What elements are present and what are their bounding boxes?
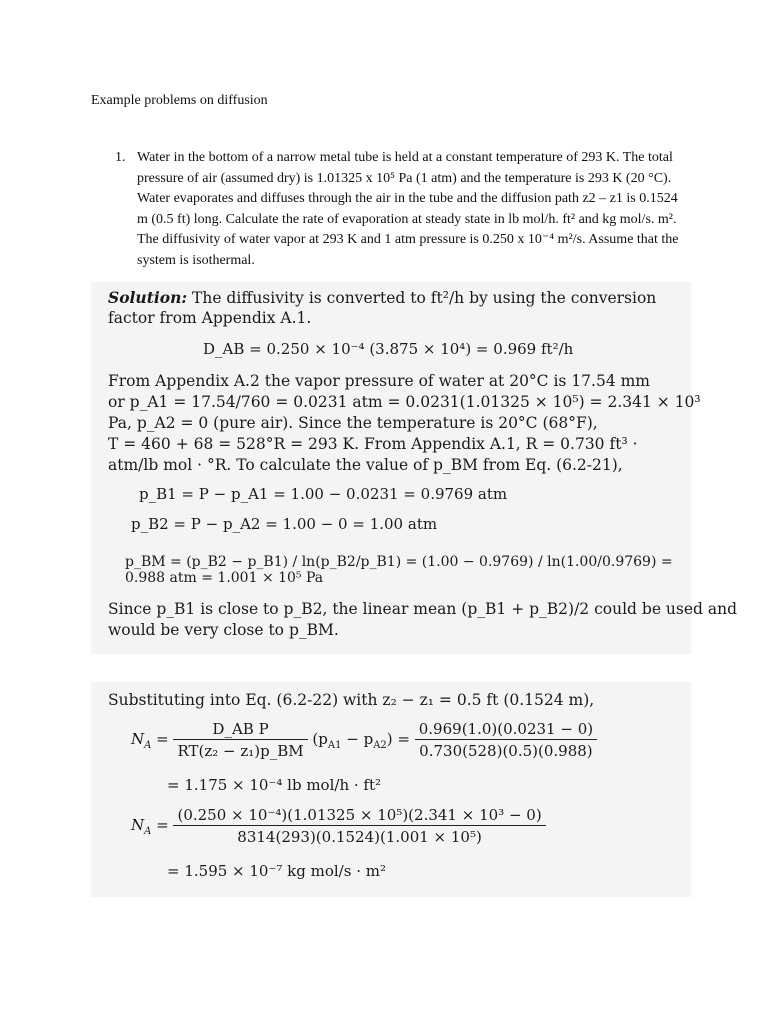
na1-value-fraction <box>415 720 597 760</box>
page-title: Example problems on diffusion <box>91 93 268 108</box>
solution-line-2: factor from Appendix A.1. <box>108 309 312 327</box>
na2-value-fraction <box>173 806 545 846</box>
vapor-para-line-1: From Appendix A.2 the vapor pressure of water at 20°C is 17.54 mm <box>108 372 651 390</box>
problem-text: Water in the bottom of a narrow metal tube is held at a constant temperature of 293 K. The total pressure of air (assumed dry) is 1.01325 x 10⁵ Pa (1 atm) and the temperature is 293 K (20 °C). Water evaporates and diffuses through the air in the tube and the diffusion path z2 – z1 is 0.1524 m (0.5 ft) long. Calculate the rate of evaporation at steady state in lb mol/h. ft² and kg mol/s. m². The diffusivity of water vapor at 293 K and 1 atm pressure is 0.250 x 10⁻⁴ m²/s. Assume that the system is isothermal. <box>137 150 679 268</box>
equation-na-kgmol: $N_A$ = $\frac{\text{(0.250 × 10⁻⁴)(1.01325 × 10⁵)(2.341 × 10³ − 0)}}{\text{8314(293)(0.1524)(1.001 × 10⁵)}}$ <box>131 806 546 846</box>
na1-symbolic-numerator: D_AB P <box>173 720 307 740</box>
na1-symbolic-denominator: RT(z₂ − z₁)p_BM <box>177 742 304 760</box>
problem-statement <box>115 148 680 271</box>
vapor-para-line-3: Pa, p_A2 = 0 (pure air). Since the temperature is 20°C (68°F), <box>108 414 598 432</box>
solution-intro-line <box>108 288 656 307</box>
equation-pb2: p_B2 = P − p_A2 = 1.00 − 0 = 1.00 atm <box>131 515 438 533</box>
solution-label: Solution: <box>108 288 188 307</box>
since-line-2: would be very close to p_BM. <box>108 621 339 639</box>
na2-value-denominator: 8314(293)(0.1524)(1.001 × 10⁵) <box>237 828 482 846</box>
na1-result: = 1.175 × 10⁻⁴ lb mol/h · ft² <box>167 776 381 794</box>
solution-line-1: The diffusivity is converted to ft²/h by using the conversion <box>192 289 657 307</box>
na1-symbolic-fraction <box>173 720 307 760</box>
problem-number: 1. <box>115 150 126 165</box>
na2-value-numerator: (0.250 × 10⁻⁴)(1.01325 × 10⁵)(2.341 × 10³ − 0) <box>173 806 545 826</box>
since-line-1: Since p_B1 is close to p_B2, the linear mean (p_B1 + p_B2)/2 could be used and <box>108 600 738 618</box>
substituting-line: Substituting into Eq. (6.2-22) with z₂ − z₁ = 0.5 ft (0.1524 m), <box>108 691 595 709</box>
vapor-para-line-5: atm/lb mol · °R. To calculate the value of p_BM from Eq. (6.2-21), <box>108 456 623 474</box>
vapor-para-line-2: or p_A1 = 17.54/760 = 0.0231 atm = 0.0231(1.01325 × 10⁵) = 2.341 × 10³ <box>108 393 701 411</box>
equation-na-lbmol: $N_A$ = $\frac{\text{D\_AB P}}{\text{RT(z₂ − z₁)p\_BM}}$ $(p_{A1} - p_{A2})$ = $\frac{0.969(1.0)(0.0231 - 0)}{0.730(528)(0.5)(0.988)}$ <box>131 720 597 760</box>
solution-scan-top <box>91 282 738 654</box>
equation-dab: D_AB = 0.250 × 10⁻⁴ (3.875 × 10⁴) = 0.969 ft²/h <box>203 340 574 358</box>
equation-pb1: p_B1 = P − p_A1 = 1.00 − 0.0231 = 0.9769 atm <box>139 485 508 503</box>
equation-pbm: p_BM = (p_B2 − p_B1) / ln(p_B2/p_B1) = (1.00 − 0.9769) / ln(1.00/0.9769) = 0.988 atm = 1.001 × 10⁵ Pa <box>125 554 673 586</box>
na1-value-numerator: 0.969(1.0)(0.0231 − 0) <box>415 720 597 740</box>
na1-value-denominator: 0.730(528)(0.5)(0.988) <box>419 742 593 760</box>
vapor-para-line-4: T = 460 + 68 = 528°R = 293 K. From Appendix A.1, R = 0.730 ft³ · <box>108 435 638 453</box>
na2-result: = 1.595 × 10⁻⁷ kg mol/s · m² <box>167 862 386 880</box>
solution-scan-bottom <box>91 682 691 897</box>
